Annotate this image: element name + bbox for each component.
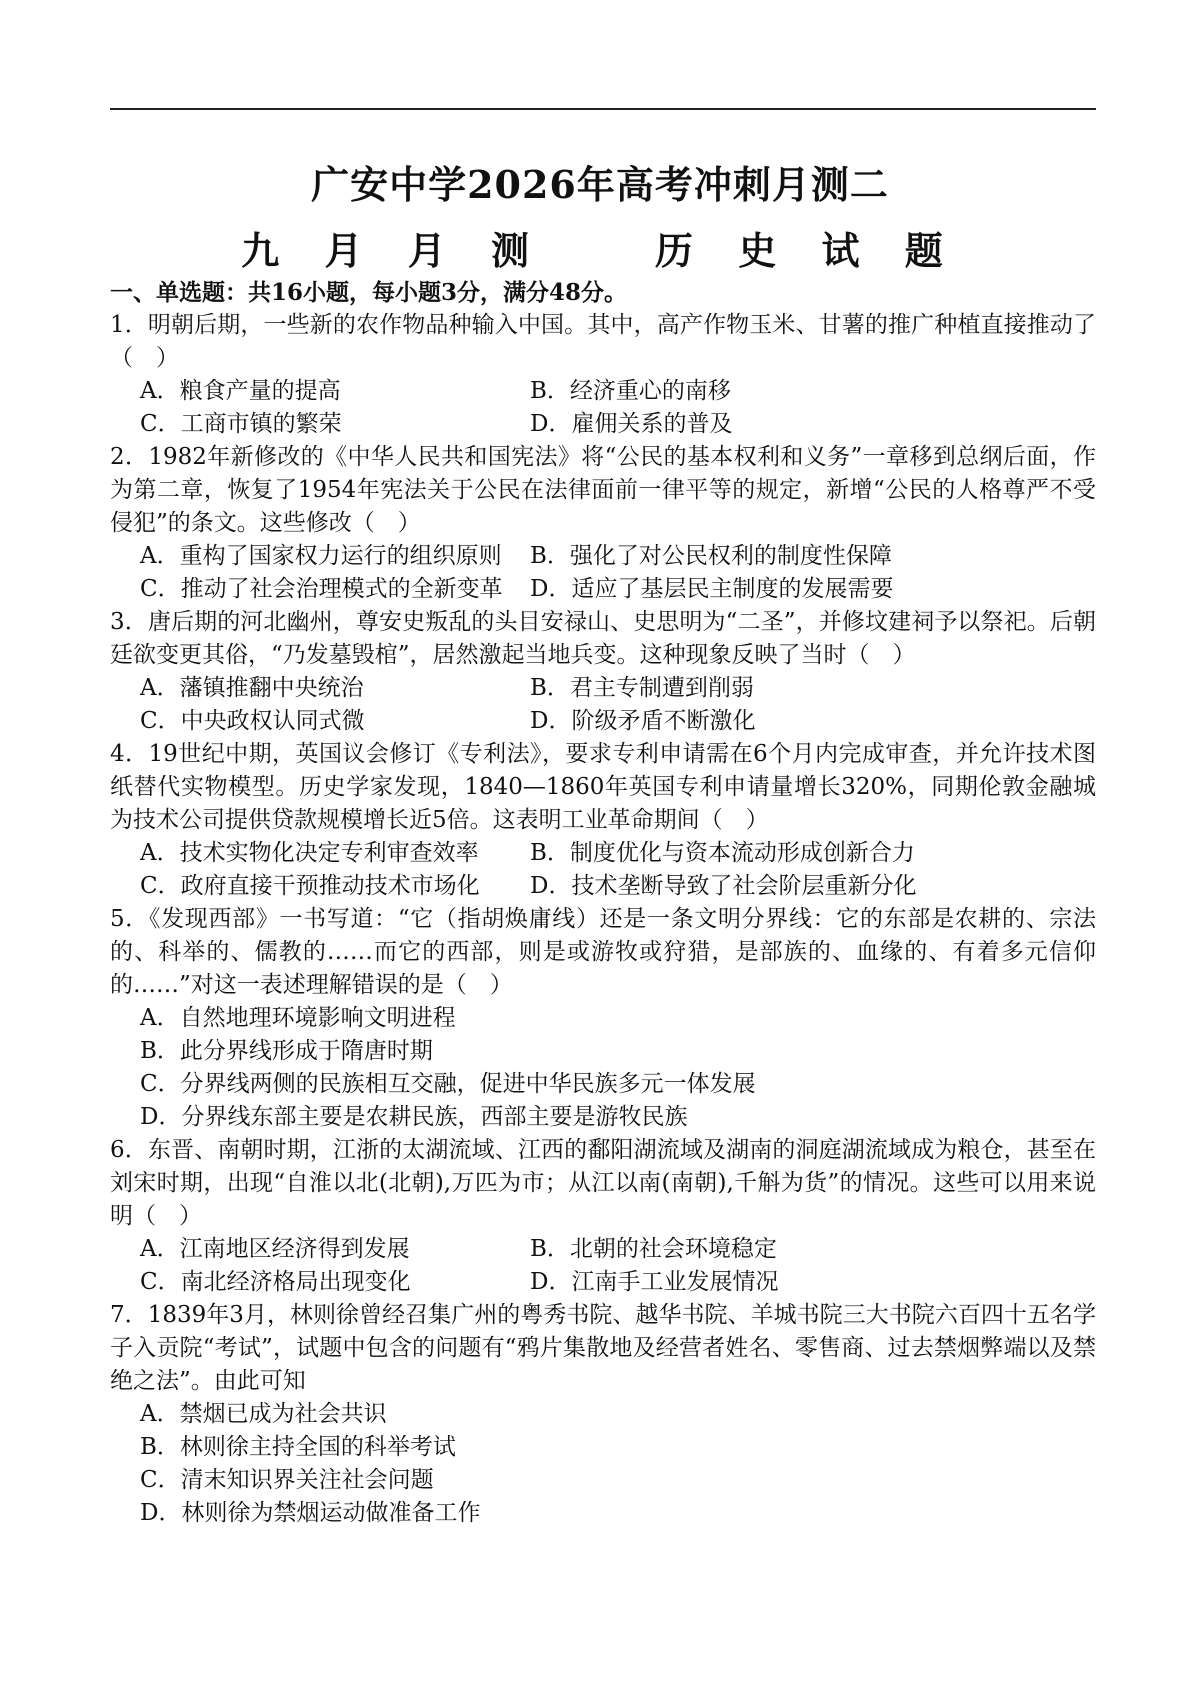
- questions-area: [110, 276, 1096, 1530]
- option-c: C．推动了社会治理模式的全新变革: [140, 576, 503, 602]
- option-d: D．雇佣关系的普及: [530, 411, 733, 437]
- option-a: A．自然地理环境影响文明进程: [140, 1005, 456, 1031]
- exam-month: 九 月 月 测: [241, 228, 545, 273]
- option-d: D．适应了基层民主制度的发展需要: [530, 576, 894, 602]
- options: [110, 375, 1096, 441]
- option-c: C．工商市镇的繁荣: [140, 411, 342, 437]
- options: [110, 1398, 1096, 1530]
- header-rule: [110, 108, 1096, 110]
- question-stem: 3．唐后期的河北幽州，尊安史叛乱的头目安禄山、史思明为“二圣”，并修坟建祠予以祭祀。后朝廷欲变更其俗，“乃发墓毁棺”，居然激起当地兵变。这种现象反映了当时（ ）: [110, 609, 1096, 668]
- options: [110, 1233, 1096, 1299]
- question-stem: 5．《发现西部》一书写道：“它（指胡焕庸线）还是一条文明分界线：它的东部是农耕的、宗法的、科举的、儒教的……而它的西部，则是或游牧或狩猎，是部族的、血缘的、有着多元信仰的……”对这一表述理解错误的是（ ）: [110, 906, 1096, 998]
- option-b: B．林则徐主持全国的科举考试: [140, 1434, 456, 1460]
- question-stem: 2．1982年新修改的《中华人民共和国宪法》将“公民的基本权利和义务”一章移到总纲后面，作为第二章，恢复了1954年宪法关于公民在法律面前一律平等的规定，新增“公民的人格尊严不受侵犯”的条文。这些修改（ ）: [110, 444, 1096, 536]
- options: [110, 672, 1096, 738]
- question-stem: 4．19世纪中期，英国议会修订《专利法》，要求专利申请需在6个月内完成审查，并允许技术图纸替代实物模型。历史学家发现，1840—1860年英国专利申请量增长320%，同期伦敦金融城为技术公司提供贷款规模增长近5倍。这表明工业革命期间（ ）: [110, 741, 1096, 833]
- section-heading: 一、单选题：共16小题，每小题3分，满分48分。: [110, 279, 628, 306]
- question-stem: 7．1839年3月，林则徐曾经召集广州的粤秀书院、越华书院、羊城书院三大书院六百四十五名学子入贡院“考试”，试题中包含的问题有“鸦片集散地及经营者姓名、零售商、过去禁烟弊端以及禁绝之法”。由此可知: [110, 1302, 1096, 1394]
- question-stem: 6．东晋、南朝时期，江浙的太湖流域、江西的鄱阳湖流域及湖南的洞庭湖流域成为粮仓，甚至在刘宋时期，出现“自淮以北(北朝),万匹为市；从江以南(南朝),千斛为货”的情况。这些可以用来说明（ ）: [110, 1137, 1096, 1229]
- option-c: C．中央政权认同式微: [140, 708, 365, 734]
- option-c: C．南北经济格局出现变化: [140, 1269, 411, 1295]
- option-a: A．江南地区经济得到发展: [140, 1236, 410, 1262]
- option-b: B．君主专制遭到削弱: [530, 675, 754, 701]
- question-stem: 1．明朝后期，一些新的农作物品种输入中国。其中，高产作物玉米、甘薯的推广种植直接推动了（ ）: [110, 312, 1096, 371]
- option-a: A．重构了国家权力运行的组织原则: [140, 543, 502, 569]
- option-c: C．分界线两侧的民族相互交融，促进中华民族多元一体发展: [140, 1071, 756, 1097]
- exam-subject: 历 史 试 题: [655, 228, 959, 273]
- options: [110, 1002, 1096, 1134]
- option-b: B．此分界线形成于隋唐时期: [140, 1038, 433, 1064]
- options: [110, 837, 1096, 903]
- option-a: A．粮食产量的提高: [140, 378, 341, 404]
- option-c: C．清末知识界关注社会问题: [140, 1467, 434, 1493]
- option-c: C．政府直接干预推动技术市场化: [140, 873, 480, 899]
- option-d: D．分界线东部主要是农耕民族，西部主要是游牧民族: [140, 1104, 688, 1130]
- option-a: A．技术实物化决定专利审查效率: [140, 840, 479, 866]
- option-b: B．经济重心的南移: [530, 378, 731, 404]
- option-d: D．林则徐为禁烟运动做准备工作: [140, 1500, 481, 1526]
- option-d: D．阶级矛盾不断激化: [530, 708, 756, 734]
- option-d: D．江南手工业发展情况: [530, 1269, 779, 1295]
- exam-subtitle: [0, 220, 1200, 275]
- option-b: B．北朝的社会环境稳定: [530, 1236, 777, 1262]
- option-a: A．禁烟已成为社会共识: [140, 1401, 387, 1427]
- option-d: D．技术垄断导致了社会阶层重新分化: [530, 873, 917, 899]
- option-a: A．藩镇推翻中央统治: [140, 675, 364, 701]
- option-b: B．强化了对公民权利的制度性保障: [530, 543, 892, 569]
- option-b: B．制度优化与资本流动形成创新合力: [530, 840, 915, 866]
- options: [110, 540, 1096, 606]
- exam-title: 广安中学2026年高考冲刺月测二: [311, 162, 889, 207]
